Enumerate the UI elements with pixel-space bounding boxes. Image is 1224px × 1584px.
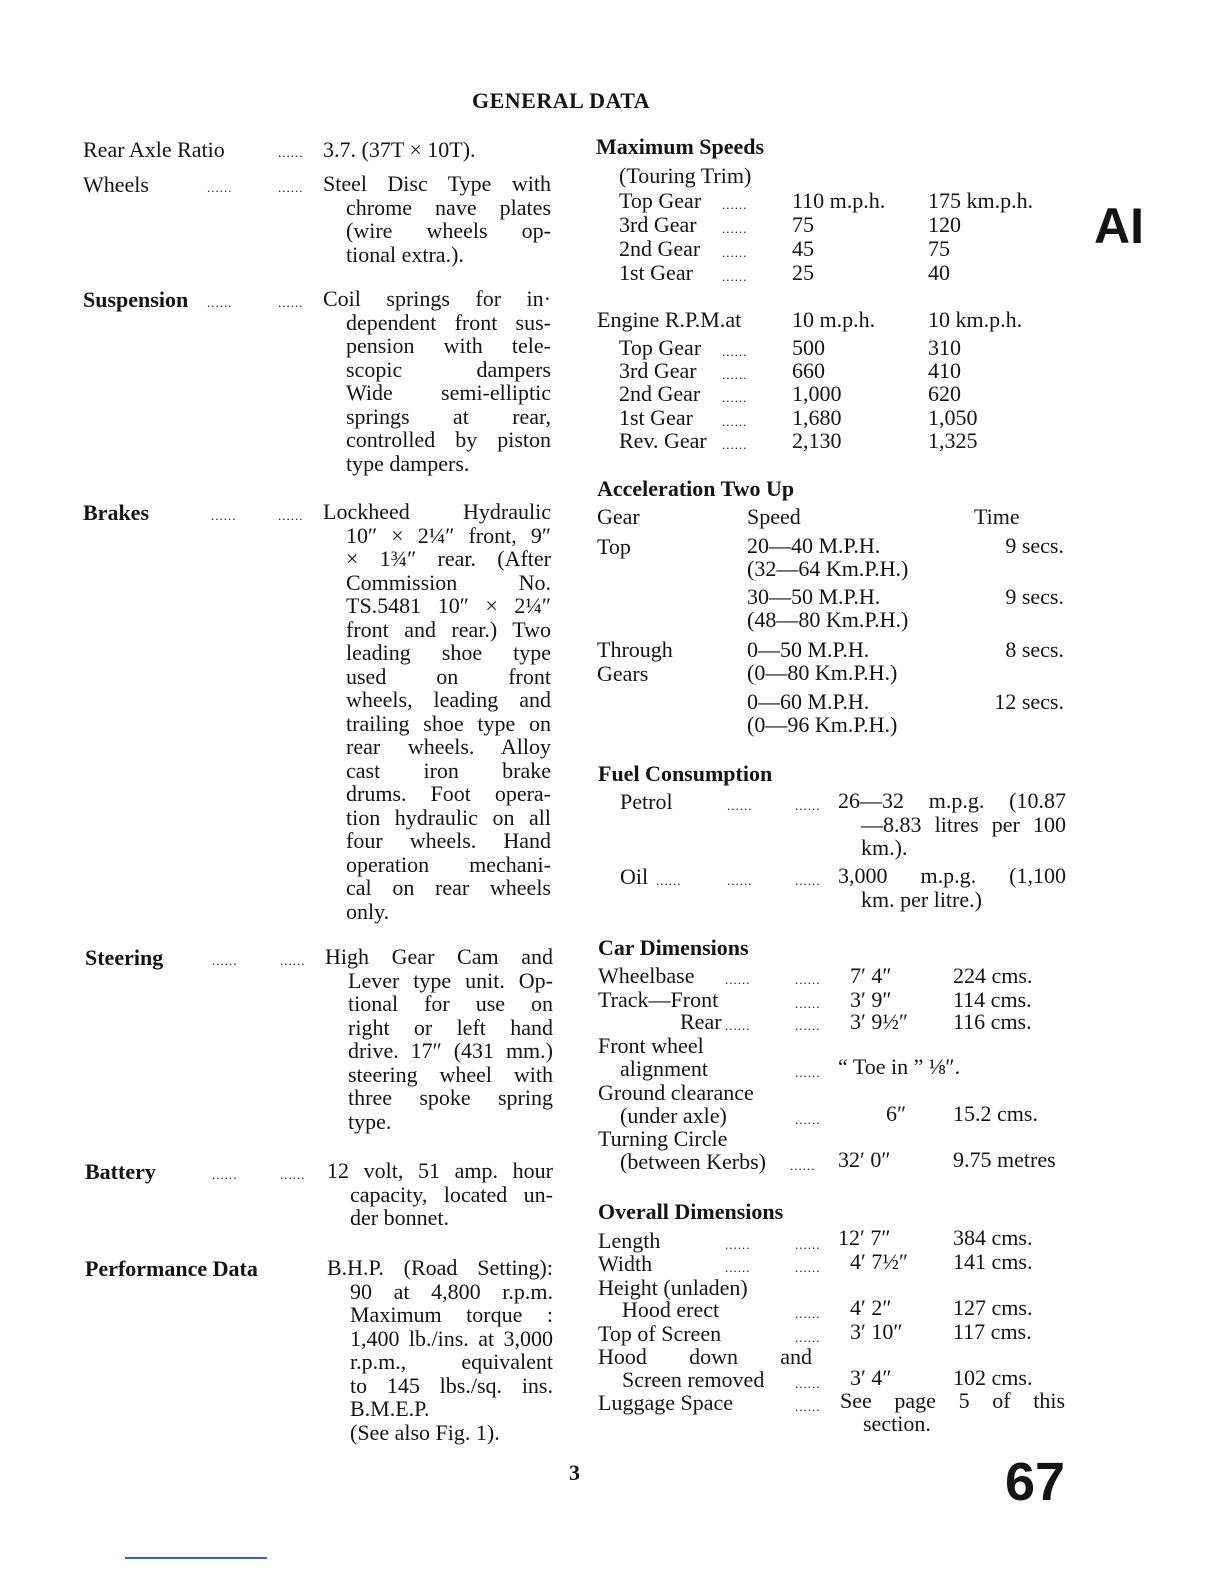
text-line: drive. 17″ (431 mm.) [348, 1038, 553, 1063]
speed-mph: 75 [792, 212, 814, 237]
wheelbase-label: Wheelbase [598, 963, 695, 988]
text-line: Steel Disc Type with [323, 171, 551, 196]
text-line: controlled by piston [346, 427, 551, 452]
rpm-gear: Rev. Gear [619, 428, 707, 453]
speed-kmh: 75 [928, 236, 950, 261]
steering-label: Steering [85, 945, 164, 970]
leader-dots: ...... [722, 269, 748, 284]
speed-mph: 110 m.p.h. [792, 188, 886, 213]
battery-text [327, 1159, 553, 1230]
ground-imperial: 6″ [886, 1101, 907, 1126]
speed-gear: 1st Gear [619, 260, 693, 285]
text-line: tion hydraulic on all [346, 804, 551, 830]
text-line: pension with tele- [346, 333, 551, 358]
track-rear-label: Rear [680, 1009, 722, 1034]
text-line: dependent front sus- [346, 309, 551, 335]
text-line: trailing shoe type on [346, 710, 551, 736]
suspension-text [323, 287, 551, 475]
screen-removed-metric: 102 cms. [953, 1365, 1033, 1390]
leader-dots: ...... [207, 180, 233, 195]
accel-top: Top [597, 534, 631, 559]
rpm-gear: 2nd Gear [619, 381, 701, 406]
leader-dots: ...... [656, 873, 682, 888]
width-metric: 141 cms. [953, 1249, 1033, 1274]
text-line: to 145 lbs./sq. ins. [350, 1372, 553, 1398]
text-line: Commission No. [346, 569, 551, 595]
scan-rule [125, 1557, 267, 1559]
text-line: drums. Foot opera- [346, 781, 551, 806]
accel-kmh: (48—80 Km.P.H.) [747, 607, 909, 632]
accel-time: 8 secs. [1005, 637, 1064, 662]
petrol-label: Petrol [620, 789, 673, 814]
turning-imperial: 32′ 0″ [838, 1147, 891, 1172]
text-line: der bonnet. [350, 1205, 449, 1230]
accel-kmh: (0—80 Km.P.H.) [747, 660, 898, 685]
text-line: r.p.m., equivalent [350, 1349, 553, 1374]
accel-time: 12 secs. [994, 689, 1064, 714]
rpm-mph: 1,000 [792, 381, 842, 406]
leader-dots: ...... [795, 873, 821, 888]
accel-gears: Gears [597, 661, 649, 686]
rpm-mph: 660 [792, 358, 825, 383]
leader-dots: ...... [722, 414, 748, 429]
speed-gear: Top Gear [619, 188, 702, 213]
accel-mph: 0—60 M.P.H. [747, 689, 870, 714]
text-line: Lever type unit. Op- [348, 967, 553, 993]
leader-dots: ...... [727, 873, 753, 888]
leader-dots: ...... [722, 367, 748, 382]
width-imperial: 4′ 7½″ [850, 1249, 908, 1274]
text-line: 12 volt, 51 amp. hour [327, 1158, 553, 1183]
folio: 3 [569, 1460, 580, 1485]
rpm-kmh: 310 [928, 335, 961, 360]
text-line: TS.5481 10″ × 2¼″ [346, 593, 551, 618]
wheelbase-metric: 224 cms. [953, 963, 1033, 988]
screen-top-label: Top of Screen [598, 1321, 722, 1346]
text-line: Coil springs for in· [323, 286, 551, 311]
text-line: × 1¾″ rear. (After [346, 546, 551, 571]
height-label: Height (unladen) [598, 1275, 748, 1300]
text-line: cal on rear wheels [346, 875, 551, 900]
text-line: type. [348, 1108, 392, 1134]
text-line: km. per litre.) [861, 886, 982, 912]
track-front-label: Track—Front [598, 987, 719, 1012]
accel-through: Through [597, 637, 673, 662]
text-line: four wheels. Hand [346, 828, 551, 853]
text-line: rear wheels. Alloy [346, 734, 551, 759]
ground-metric: 15.2 cms. [953, 1101, 1038, 1126]
section-tab: AI [1094, 198, 1144, 254]
leader-dots: ...... [280, 953, 306, 968]
hood-erect-imperial: 4′ 2″ [850, 1295, 892, 1320]
oil-value [838, 864, 1066, 911]
text-line: used on front [346, 663, 551, 689]
accel-mph: 20—40 M.P.H. [747, 533, 881, 558]
rpm-kmh: 620 [928, 381, 961, 406]
leader-dots: ...... [722, 197, 748, 212]
performance-text [327, 1256, 553, 1444]
rear-axle-value: 3.7. (37T × 10T). [323, 137, 476, 162]
touring-trim: (Touring Trim) [619, 163, 752, 188]
rpm-gear: 3rd Gear [619, 358, 697, 383]
page-title: GENERAL DATA [472, 88, 651, 113]
leader-dots: ...... [211, 508, 237, 523]
speed-mph: 45 [792, 236, 814, 261]
track-front-imperial: 3′ 9″ [850, 987, 892, 1012]
performance-label: Performance Data [85, 1256, 258, 1281]
turning-circle-label: Turning Circle [598, 1126, 728, 1151]
steering-text [325, 945, 553, 1133]
leader-dots: ...... [795, 1237, 821, 1252]
leader-dots: ...... [795, 1376, 821, 1391]
length-imperial: 12′ 7″ [838, 1225, 891, 1250]
text-line: steering wheel with [348, 1061, 553, 1087]
rpm-mph: 500 [792, 335, 825, 360]
text-line: capacity, located un- [350, 1181, 553, 1207]
leader-dots: ...... [278, 508, 304, 523]
speed-gear: 3rd Gear [619, 212, 697, 237]
luggage-label: Luggage Space [598, 1390, 733, 1415]
accel-col-gear: Gear [597, 504, 640, 529]
speed-gear: 2nd Gear [619, 236, 701, 261]
page-number: 67 [1005, 1452, 1066, 1512]
fuel-heading: Fuel Consumption [598, 761, 773, 786]
leader-dots: ...... [795, 996, 821, 1011]
text-line: Lockheed Hydraulic [323, 499, 551, 524]
leader-dots: ...... [722, 437, 748, 452]
leader-dots: ...... [278, 145, 304, 160]
acceleration-heading: Acceleration Two Up [597, 476, 795, 501]
track-rear-imperial: 3′ 9½″ [850, 1009, 908, 1034]
rpm-gear: Top Gear [619, 335, 702, 360]
speed-mph: 25 [792, 260, 814, 285]
text-line: scopic dampers [346, 356, 551, 382]
engine-rpm-heading: Engine R.P.M.at [597, 307, 742, 332]
text-line: Wide semi-elliptic [346, 380, 551, 405]
text-line: (See also Fig. 1). [350, 1419, 500, 1445]
rpm-mph: 1,680 [792, 405, 842, 430]
leader-dots: ...... [207, 295, 233, 310]
leader-dots: ...... [722, 344, 748, 359]
turning-metric: 9.75 metres [953, 1147, 1056, 1172]
text-line: chrome nave plates [346, 194, 551, 220]
leader-dots: ...... [725, 1260, 751, 1275]
track-front-metric: 114 cms. [953, 987, 1032, 1012]
leader-dots: ...... [278, 180, 304, 195]
petrol-value [838, 789, 1066, 860]
text-line: leading shoe type [346, 640, 551, 665]
accel-col-time: Time [974, 504, 1020, 529]
track-rear-metric: 116 cms. [953, 1009, 1032, 1034]
rpm-kmh: 1,325 [928, 428, 978, 453]
screen-removed-label: Screen removed [622, 1367, 765, 1392]
leader-dots: ...... [795, 1330, 821, 1345]
screen-top-metric: 117 cms. [953, 1319, 1032, 1344]
text-line: three spoke spring [348, 1085, 553, 1110]
leader-dots: ...... [795, 1065, 821, 1080]
front-wheel-label: Front wheel [598, 1033, 704, 1058]
alignment-value: “ Toe in ” ⅛″. [838, 1054, 961, 1079]
text-line: type dampers. [346, 450, 470, 476]
rpm-kmh: 410 [928, 358, 961, 383]
hood-erect-label: Hood erect [622, 1297, 720, 1322]
rear-axle-label: Rear Axle Ratio [83, 137, 225, 162]
text-line: springs at rear, [346, 403, 551, 429]
accel-kmh: (32—64 Km.P.H.) [747, 556, 909, 581]
wheelbase-imperial: 7′ 4″ [850, 963, 892, 988]
leader-dots: ...... [722, 390, 748, 405]
leader-dots: ...... [212, 1167, 238, 1182]
max-speeds-heading: Maximum Speeds [596, 134, 765, 159]
leader-dots: ...... [795, 1306, 821, 1321]
rpm-kmh: 1,050 [928, 405, 978, 430]
accel-mph: 0—50 M.P.H. [747, 637, 870, 662]
car-dimensions-heading: Car Dimensions [598, 935, 749, 960]
luggage-value-cont: section. [863, 1411, 931, 1436]
battery-label: Battery [85, 1159, 156, 1184]
hood-erect-metric: 127 cms. [953, 1295, 1033, 1320]
overall-dimensions-heading: Overall Dimensions [598, 1199, 784, 1224]
text-line: —8.83 litres per 100 [861, 811, 1066, 837]
text-line: wheels, leading and [346, 687, 551, 712]
leader-dots: ...... [795, 1399, 821, 1414]
text-line: 1,400 lb./ins. at 3,000 [350, 1325, 553, 1351]
text-line: 90 at 4,800 r.p.m. [350, 1278, 553, 1304]
screen-top-imperial: 3′ 10″ [850, 1319, 903, 1344]
engine-rpm-col2: 10 km.p.h. [928, 307, 1023, 332]
leader-dots: ...... [795, 1018, 821, 1033]
alignment-label: alignment [620, 1056, 708, 1081]
text-line: Maximum torque : [350, 1302, 553, 1327]
accel-mph: 30—50 M.P.H. [747, 584, 881, 609]
text-line: tional extra.). [346, 241, 464, 267]
accel-col-speed: Speed [747, 504, 801, 529]
leader-dots: ...... [722, 221, 748, 236]
text-line: right or left hand [348, 1014, 553, 1040]
brakes-label: Brakes [83, 500, 149, 525]
text-line: B.M.E.P. [350, 1396, 430, 1421]
text-line: 3,000 m.p.g. (1,100 [838, 863, 1066, 888]
leader-dots: ...... [722, 245, 748, 260]
text-line: cast iron brake [346, 757, 551, 783]
between-kerbs-label: (between Kerbs) [620, 1149, 766, 1174]
text-line: High Gear Cam and [325, 944, 553, 969]
rpm-mph: 2,130 [792, 428, 842, 453]
leader-dots: ...... [278, 295, 304, 310]
leader-dots: ...... [212, 953, 238, 968]
length-metric: 384 cms. [953, 1225, 1033, 1250]
oil-label: Oil [620, 864, 649, 889]
leader-dots: ...... [725, 1237, 751, 1252]
text-line: operation mechani- [346, 851, 551, 877]
width-label: Width [598, 1251, 653, 1276]
text-line: 26—32 m.p.g. (10.87 [838, 788, 1066, 813]
hood-down-label: Hood down and [598, 1344, 812, 1369]
accel-kmh: (0—96 Km.P.H.) [747, 712, 898, 737]
leader-dots: ...... [725, 972, 751, 987]
luggage-value: See page 5 of this [840, 1388, 1065, 1413]
wheels-label: Wheels [83, 172, 149, 197]
leader-dots: ...... [280, 1167, 306, 1182]
text-line: tional for use on [348, 991, 553, 1016]
brakes-text [323, 500, 551, 923]
ground-clearance-label: Ground clearance [598, 1080, 754, 1105]
leader-dots: ...... [725, 1018, 751, 1033]
leader-dots: ...... [795, 972, 821, 987]
text-line: B.H.P. (Road Setting): [327, 1255, 553, 1280]
accel-time: 9 secs. [1005, 584, 1064, 609]
leader-dots: ...... [795, 798, 821, 813]
wheels-text [323, 172, 551, 266]
engine-rpm-col1: 10 m.p.h. [792, 307, 876, 332]
leader-dots: ...... [795, 1112, 821, 1127]
text-line: front and rear.) Two [346, 616, 551, 642]
screen-removed-imperial: 3′ 4″ [850, 1365, 892, 1390]
text-line: 10″ × 2¼″ front, 9″ [346, 522, 551, 548]
speed-kmh: 120 [928, 212, 961, 237]
leader-dots: ...... [727, 798, 753, 813]
text-line: (wire wheels op- [346, 218, 551, 243]
rpm-gear: 1st Gear [619, 405, 693, 430]
speed-kmh: 40 [928, 260, 950, 285]
text-line: only. [346, 898, 390, 924]
speed-kmh: 175 km.p.h. [928, 188, 1034, 213]
text-line: km.). [861, 835, 908, 860]
suspension-label: Suspension [83, 287, 189, 312]
length-label: Length [598, 1228, 661, 1253]
accel-time: 9 secs. [1005, 533, 1064, 558]
leader-dots: ...... [790, 1158, 816, 1173]
under-axle-label: (under axle) [620, 1103, 727, 1128]
leader-dots: ...... [795, 1260, 821, 1275]
